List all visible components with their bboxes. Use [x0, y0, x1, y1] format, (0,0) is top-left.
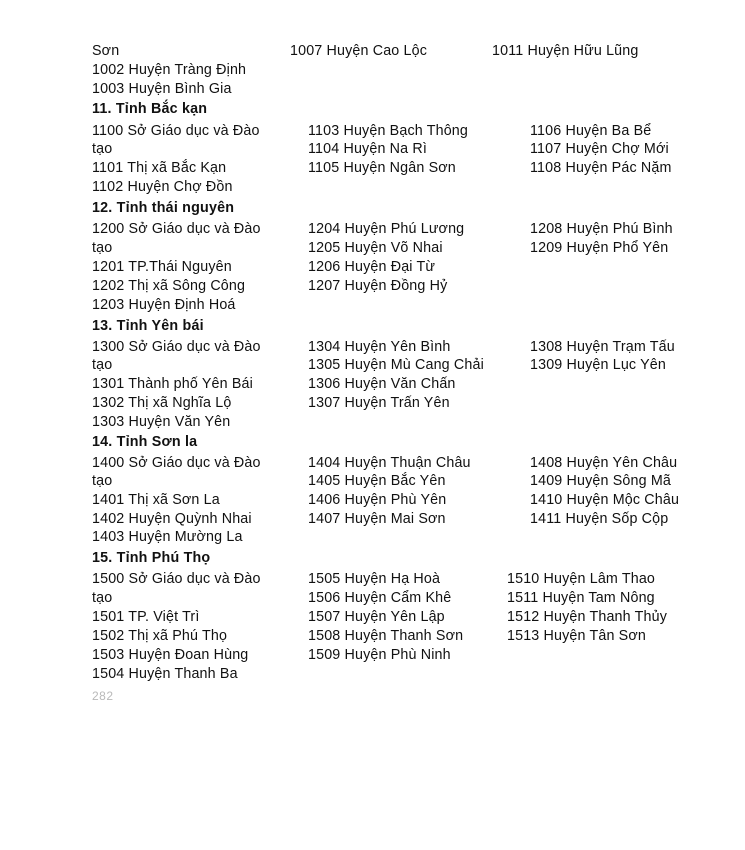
list-item: 1512 Huyện Thanh Thủy	[507, 609, 668, 625]
list-item: 1406 Huyện Phù Yên	[308, 492, 447, 508]
list-item: 1501 TP. Việt Trì	[92, 609, 200, 625]
section-heading: 14. Tỉnh Sơn la	[92, 434, 198, 450]
section-heading: 15. Tỉnh Phú Thọ	[92, 550, 211, 566]
list-item: tạo	[92, 473, 113, 489]
section-heading: 13. Tỉnh Yên bái	[92, 318, 204, 334]
list-item: 1500 Sở Giáo dục và Đào	[92, 571, 261, 587]
list-item: tạo	[92, 240, 113, 256]
list-item: 1309 Huyện Lục Yên	[530, 357, 666, 373]
list-item: 1203 Huyện Định Hoá	[92, 297, 236, 313]
list-item: 1207 Huyện Đồng Hỷ	[308, 278, 448, 294]
list-item: 1107 Huyện Chợ Mới	[530, 141, 669, 157]
list-item: 1504 Huyện Thanh Ba	[92, 666, 238, 682]
list-item: 1007 Huyện Cao Lộc	[290, 43, 428, 59]
list-item: 1411 Huyện Sốp Cộp	[530, 511, 669, 527]
list-item: 1304 Huyện Yên Bình	[308, 339, 451, 355]
list-item: 1407 Huyện Mai Sơn	[308, 511, 446, 527]
list-item: 1003 Huyện Bình Gia	[92, 81, 232, 97]
list-item: 1302 Thị xã Nghĩa Lộ	[92, 395, 232, 411]
list-item: 1206 Huyện Đại Từ	[308, 259, 436, 275]
list-item: 1405 Huyện Bắc Yên	[308, 473, 446, 489]
list-item: 1105 Huyện Ngân Sơn	[308, 160, 456, 176]
list-item: 1011 Huyện Hữu Lũng	[492, 43, 639, 59]
section-heading: 11. Tỉnh Bắc kạn	[92, 101, 208, 117]
list-item: 1301 Thành phố Yên Bái	[92, 376, 253, 392]
list-item: 1507 Huyện Yên Lập	[308, 609, 445, 625]
list-item: 1400 Sở Giáo dục và Đào	[92, 455, 261, 471]
list-item: 1103 Huyện Bạch Thông	[308, 123, 469, 139]
list-item: 1403 Huyện Mường La	[92, 529, 243, 545]
list-item: 1509 Huyện Phù Ninh	[308, 647, 451, 663]
list-item: 1303 Huyện Văn Yên	[92, 414, 231, 430]
list-item: 1205 Huyện Võ Nhai	[308, 240, 443, 256]
list-item: 1508 Huyện Thanh Sơn	[308, 628, 464, 644]
list-item: 1408 Huyện Yên Châu	[530, 455, 678, 471]
list-item: 1204 Huyện Phú Lương	[308, 221, 465, 237]
list-item: 1305 Huyện Mù Cang Chải	[308, 357, 484, 373]
list-item: 1201 TP.Thái Nguyên	[92, 259, 232, 275]
list-item: 1401 Thị xã Sơn La	[92, 492, 220, 508]
list-item: 1300 Sở Giáo dục và Đào	[92, 339, 261, 355]
list-item: 1513 Huyện Tân Sơn	[507, 628, 646, 644]
list-item: 1209 Huyện Phổ Yên	[530, 240, 669, 256]
list-item: 1506 Huyện Cẩm Khê	[308, 590, 452, 606]
list-item: 1409 Huyện Sông Mã	[530, 473, 671, 489]
list-item: 1100 Sở Giáo dục và Đào	[92, 123, 260, 139]
list-item: 1202 Thị xã Sông Công	[92, 278, 246, 294]
list-item: 1410 Huyện Mộc Châu	[530, 492, 680, 508]
list-item: 1502 Thị xã Phú Thọ	[92, 628, 228, 644]
list-item: tạo	[92, 357, 113, 373]
list-item: 1510 Huyện Lâm Thao	[507, 571, 656, 587]
list-item: 1101 Thị xã Bắc Kạn	[92, 160, 227, 176]
section-heading: 12. Tỉnh thái nguyên	[92, 200, 235, 216]
list-item: 1306 Huyện Văn Chấn	[308, 376, 456, 392]
list-item: 1307 Huyện Trấn Yên	[308, 395, 450, 411]
list-item: 1402 Huyện Quỳnh Nhai	[92, 511, 252, 527]
list-item: 1106 Huyện Ba Bể	[530, 123, 652, 139]
list-item: tạo	[92, 141, 113, 157]
list-item: 1002 Huyện Tràng Định	[92, 62, 247, 78]
list-item: tạo	[92, 590, 113, 606]
list-item: 1404 Huyện Thuận Châu	[308, 455, 471, 471]
page-number: 282	[92, 689, 114, 703]
list-item: 1104 Huyện Na Rì	[308, 141, 427, 157]
list-item: 1511 Huyện Tam Nông	[507, 590, 655, 606]
list-item: Sơn	[92, 43, 120, 59]
list-item: 1308 Huyện Trạm Tấu	[530, 339, 675, 355]
list-item: 1108 Huyện Pác Nặm	[530, 160, 672, 176]
list-item: 1208 Huyện Phú Bình	[530, 221, 673, 237]
list-item: 1200 Sở Giáo dục và Đào	[92, 221, 261, 237]
list-item: 1505 Huyện Hạ Hoà	[308, 571, 441, 587]
list-item: 1102 Huyện Chợ Đồn	[92, 179, 233, 195]
list-item: 1503 Huyện Đoan Hùng	[92, 647, 249, 663]
